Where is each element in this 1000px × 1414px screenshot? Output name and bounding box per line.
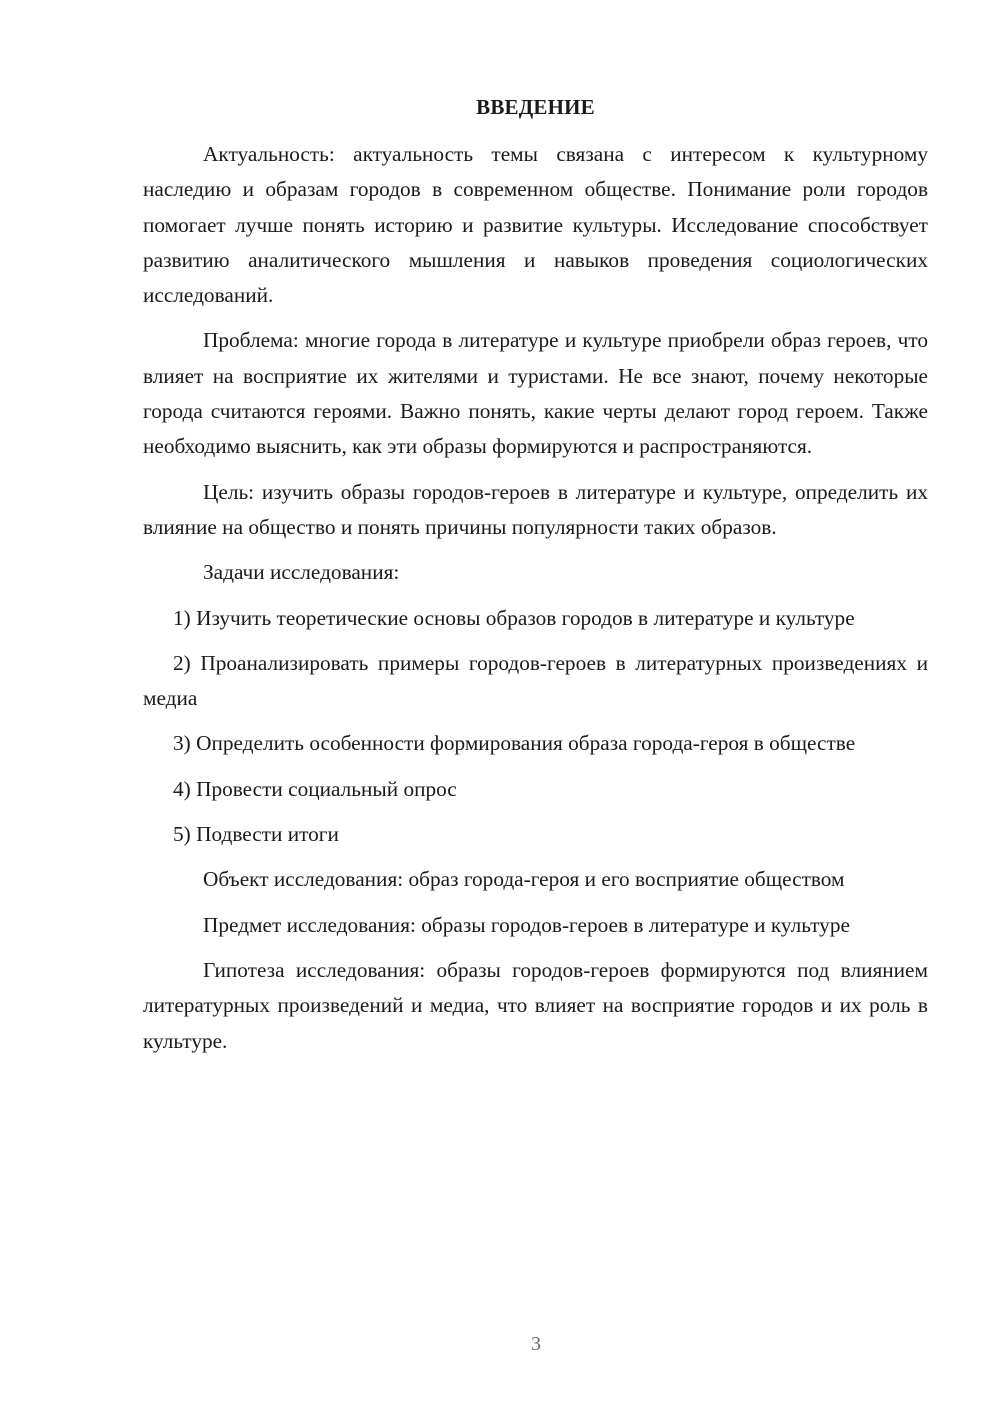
paragraph-object: Объект исследования: образ города-героя и его восприятие обществом bbox=[203, 867, 845, 892]
document-page bbox=[143, 90, 928, 1069]
task-item-2: 2) Проанализировать примеры городов-героев в литературных произведениях и медиа bbox=[143, 650, 928, 711]
paragraph-subject: Предмет исследования: образы городов-героев в литературе и культуре bbox=[203, 912, 850, 937]
page-title: ВВЕДЕНИЕ bbox=[476, 95, 595, 119]
page-number: 3 bbox=[531, 1333, 541, 1355]
task-item-5: 5) Подвести итоги bbox=[173, 822, 339, 847]
paragraph-tasks-heading: Задачи исследования: bbox=[203, 560, 400, 585]
task-item-1: 1) Изучить теоретические основы образов городов в литературе и культуре bbox=[173, 605, 855, 630]
paragraph-relevance: Актуальность: актуальность темы связана с интересом к культурному наследию и образам городов в современном обществе. Понимание роли городов помогает лучше понять историю и развитие культуры. Исследование способствует развитию аналитического мышления и навыков проведения социологических исследований. bbox=[143, 142, 928, 308]
task-item-3: 3) Определить особенности формирования образа города-героя в обществе bbox=[173, 731, 856, 756]
paragraph-goal: Цель: изучить образы городов-героев в литературе и культуре, определить их влияние на общество и понять причины популярности таких образов. bbox=[143, 479, 928, 539]
paragraph-problem: Проблема: многие города в литературе и культуре приобрели образ героев, что влияет на восприятие их жителями и туристами. Не все знают, почему некоторые города считаются героями. Важно понять, какие черты делают город героем. Также необходимо выяснить, как эти образы формируются и распространяются. bbox=[143, 328, 928, 459]
paragraph-hypothesis: Гипотеза исследования: образы городов-героев формируются под влиянием литературных произведений и медиа, что влияет на восприятие городов и их роль в культуре. bbox=[143, 957, 928, 1053]
task-item-4: 4) Провести социальный опрос bbox=[173, 776, 457, 801]
